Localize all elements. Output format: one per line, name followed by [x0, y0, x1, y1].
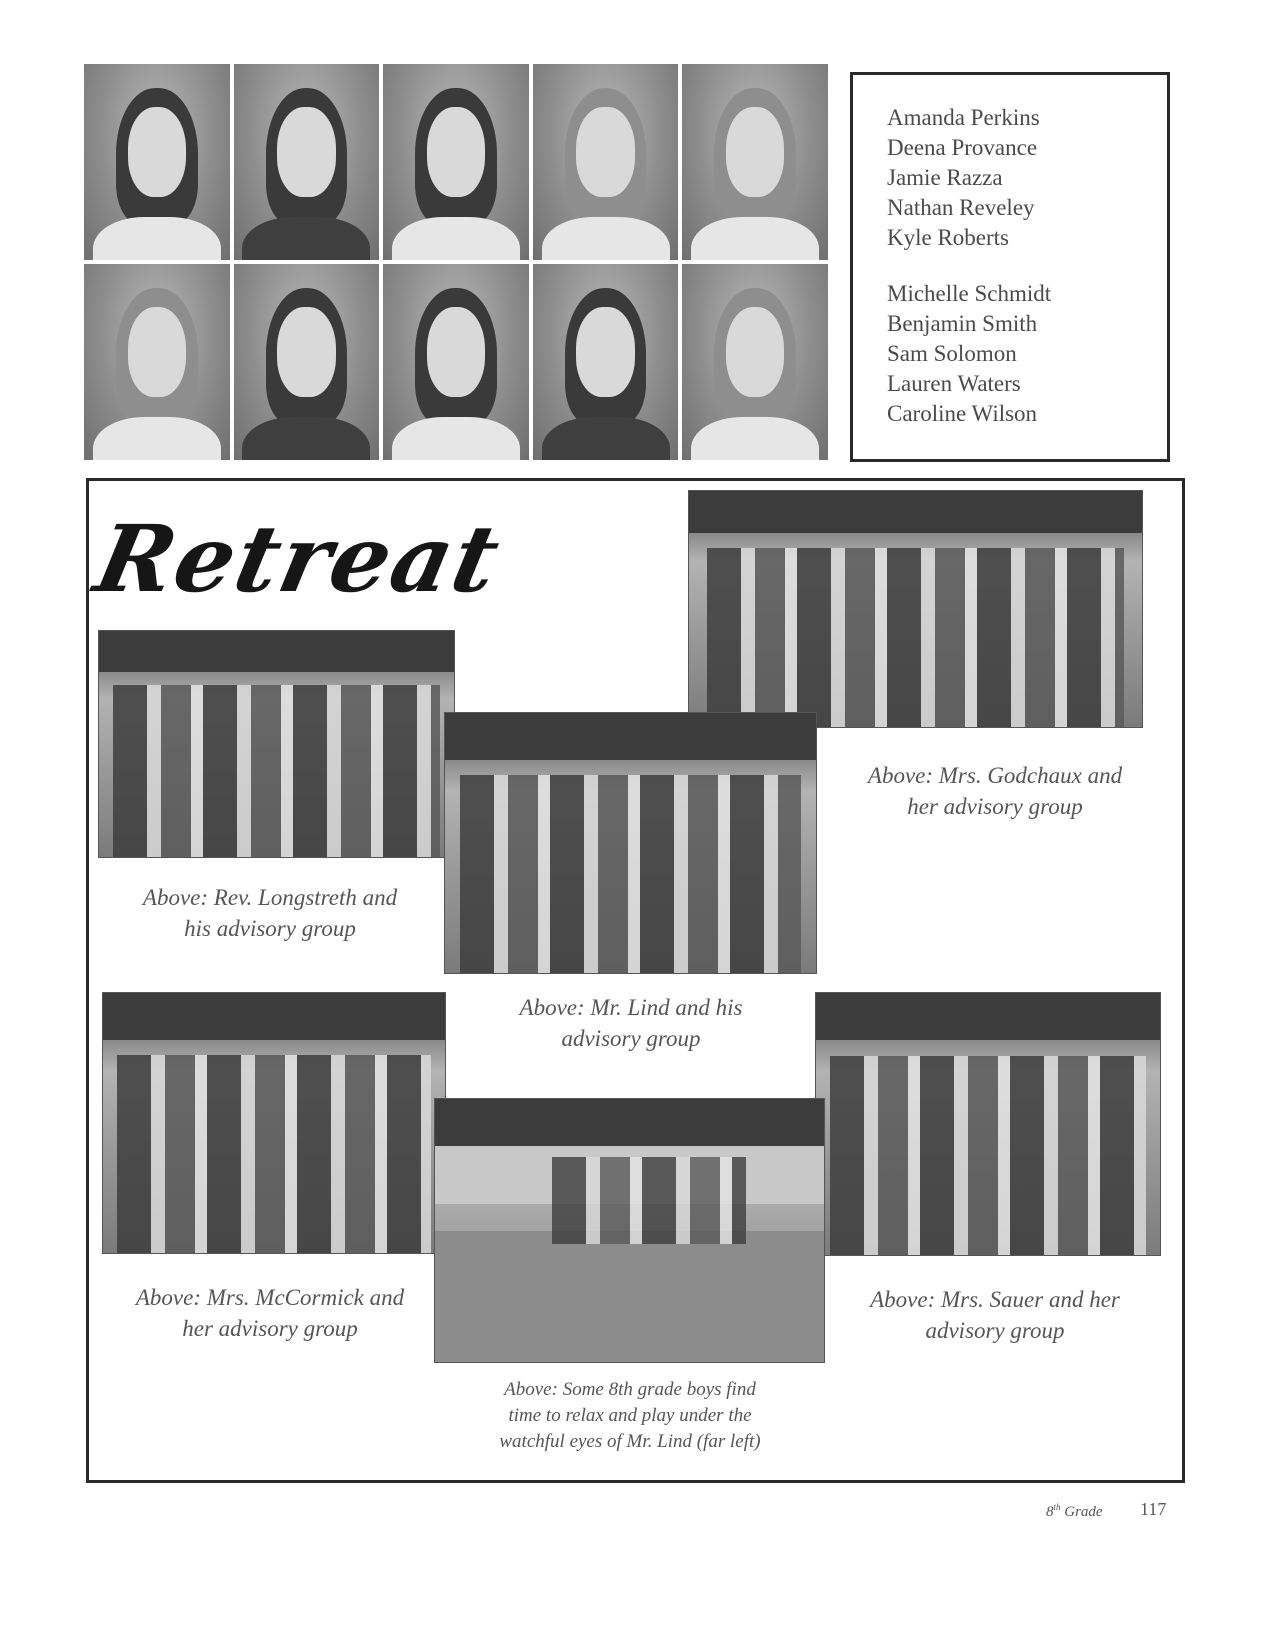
portrait-photo — [682, 264, 828, 460]
caption-lind: Above: Mr. Lind and his advisory group — [519, 995, 743, 1051]
group-photo-lind — [444, 712, 817, 974]
portrait-photo — [533, 264, 679, 460]
student-name: Sam Solomon — [887, 341, 1017, 366]
page-number: 117 — [1140, 1499, 1167, 1519]
caption-boys: Above: Some 8th grade boys find time to relax and play under the watchful eyes of Mr. Lind (far left) — [499, 1379, 761, 1452]
student-name: Kyle Roberts — [887, 225, 1010, 250]
names-box — [850, 72, 1170, 462]
portrait-photo — [84, 264, 230, 460]
student-name: Michelle Schmidt — [887, 281, 1052, 306]
group-photo-sauer — [815, 992, 1161, 1256]
group-photo-godchaux — [688, 490, 1143, 728]
portrait-photo — [383, 64, 529, 260]
group-photo-mccormick — [102, 992, 446, 1254]
portrait-photo — [533, 64, 679, 260]
student-name: Amanda Perkins — [887, 105, 1040, 130]
portrait-photo — [383, 264, 529, 460]
portrait-photo — [84, 64, 230, 260]
student-name: Nathan Reveley — [887, 195, 1035, 220]
student-name: Lauren Waters — [887, 371, 1021, 396]
caption-longstreth: Above: Rev. Longstreth and his advisory group — [142, 885, 398, 941]
student-name: Caroline Wilson — [887, 401, 1038, 426]
section-title: Retreat — [86, 505, 511, 613]
group-photo-longstreth — [98, 630, 455, 858]
student-name: Benjamin Smith — [887, 311, 1038, 336]
student-name: Deena Provance — [887, 135, 1038, 160]
portrait-grid — [84, 64, 828, 460]
portrait-photo — [682, 64, 828, 260]
portrait-photo — [234, 64, 380, 260]
footer-section-label: 8th Grade — [1046, 1502, 1103, 1520]
field-play-photo — [434, 1098, 825, 1363]
student-name: Jamie Razza — [887, 165, 1003, 190]
caption-godchaux: Above: Mrs. Godchaux and her advisory group — [867, 763, 1123, 819]
caption-mccormick: Above: Mrs. McCormick and her advisory group — [135, 1285, 405, 1341]
portrait-photo — [234, 264, 380, 460]
caption-sauer: Above: Mrs. Sauer and her advisory group — [870, 1287, 1120, 1343]
